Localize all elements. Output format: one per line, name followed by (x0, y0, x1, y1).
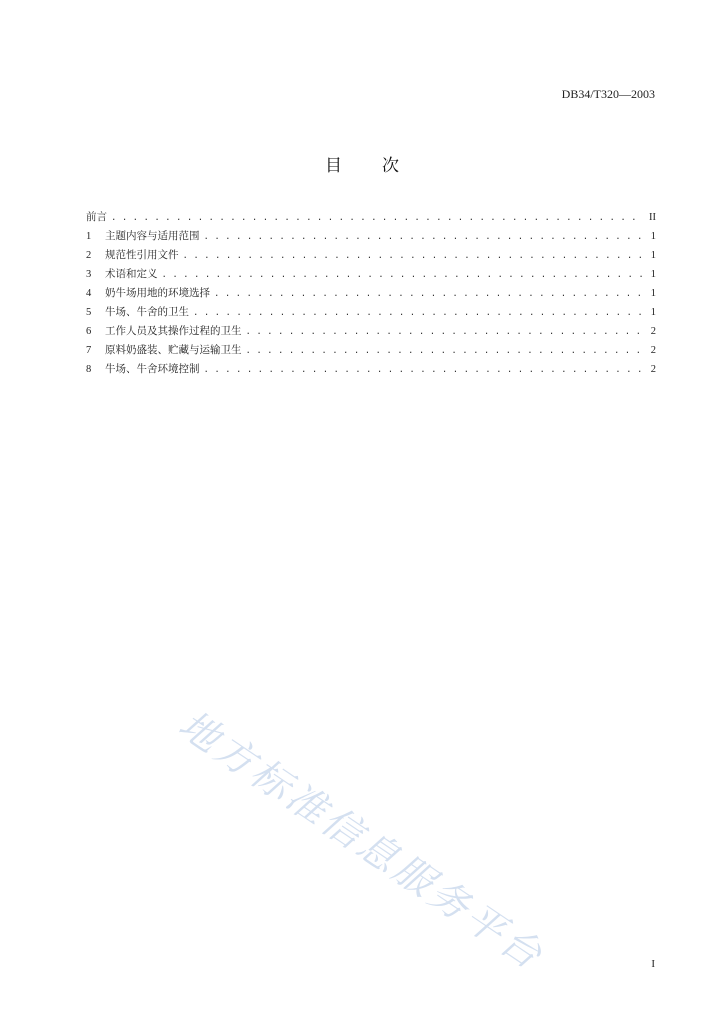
toc-entry-page: II (649, 212, 656, 223)
toc-entry-number: 2 (86, 250, 92, 261)
toc-entry-number: 8 (86, 364, 92, 375)
toc-entry-8[interactable] (86, 360, 656, 379)
toc-title (0, 151, 724, 176)
toc-leader-dots (246, 323, 645, 342)
page-number: I (651, 958, 655, 970)
toc-entry-4[interactable] (86, 284, 656, 303)
toc-leader-dots (214, 285, 644, 304)
document-code: DB34/T320—2003 (561, 87, 655, 101)
toc-entry-1[interactable] (86, 227, 656, 246)
toc-list (86, 208, 656, 379)
toc-entry-number: 1 (86, 231, 92, 242)
toc-entry-page: 1 (650, 269, 656, 280)
toc-entry-page: 2 (650, 364, 656, 375)
toc-entry-label: 奶牛场用地的环境选择 (105, 287, 210, 299)
toc-entry-label: 牛场、牛舍环境控制 (105, 363, 200, 375)
toc-leader-dots (193, 304, 644, 323)
toc-entry-3[interactable] (86, 265, 656, 284)
toc-entry-label: 主题内容与适用范围 (105, 230, 200, 242)
toc-entry-label: 术语和定义 (105, 268, 158, 280)
toc-entry-label: 原料奶盛装、贮藏与运输卫生 (105, 344, 242, 356)
toc-entry-2[interactable] (86, 246, 656, 265)
toc-entry-6[interactable] (86, 322, 656, 341)
toc-entry-number: 7 (86, 345, 92, 356)
toc-entry-label: 牛场、牛舍的卫生 (105, 306, 189, 318)
toc-entry-number: 6 (86, 326, 92, 337)
toc-entry-7[interactable] (86, 341, 656, 360)
toc-entry-5[interactable] (86, 303, 656, 322)
toc-leader-dots (111, 209, 644, 228)
toc-entry-number: 5 (86, 307, 92, 318)
toc-title-right: 次 (382, 156, 399, 176)
toc-leader-dots (246, 342, 645, 361)
toc-entry-number: 3 (86, 269, 92, 280)
toc-entry-label: 规范性引用文件 (105, 249, 179, 261)
toc-title-left: 目 (325, 156, 342, 176)
watermark: 地方标准信息服务平台 (170, 702, 553, 981)
toc-entry-page: 1 (650, 250, 656, 261)
toc-entry-page: 1 (650, 288, 656, 299)
toc-leader-dots (204, 361, 645, 380)
toc-entry-label: 前言 (86, 211, 107, 223)
toc-leader-dots (162, 266, 645, 285)
toc-entry-page: 1 (650, 307, 656, 318)
toc-entry-page: 1 (650, 231, 656, 242)
toc-entry-preface[interactable] (86, 208, 656, 227)
toc-entry-number: 4 (86, 288, 92, 299)
toc-entry-label: 工作人员及其操作过程的卫生 (105, 325, 242, 337)
toc-entry-page: 2 (650, 326, 656, 337)
toc-leader-dots (183, 247, 645, 266)
toc-leader-dots (204, 228, 645, 247)
toc-entry-page: 2 (650, 345, 656, 356)
